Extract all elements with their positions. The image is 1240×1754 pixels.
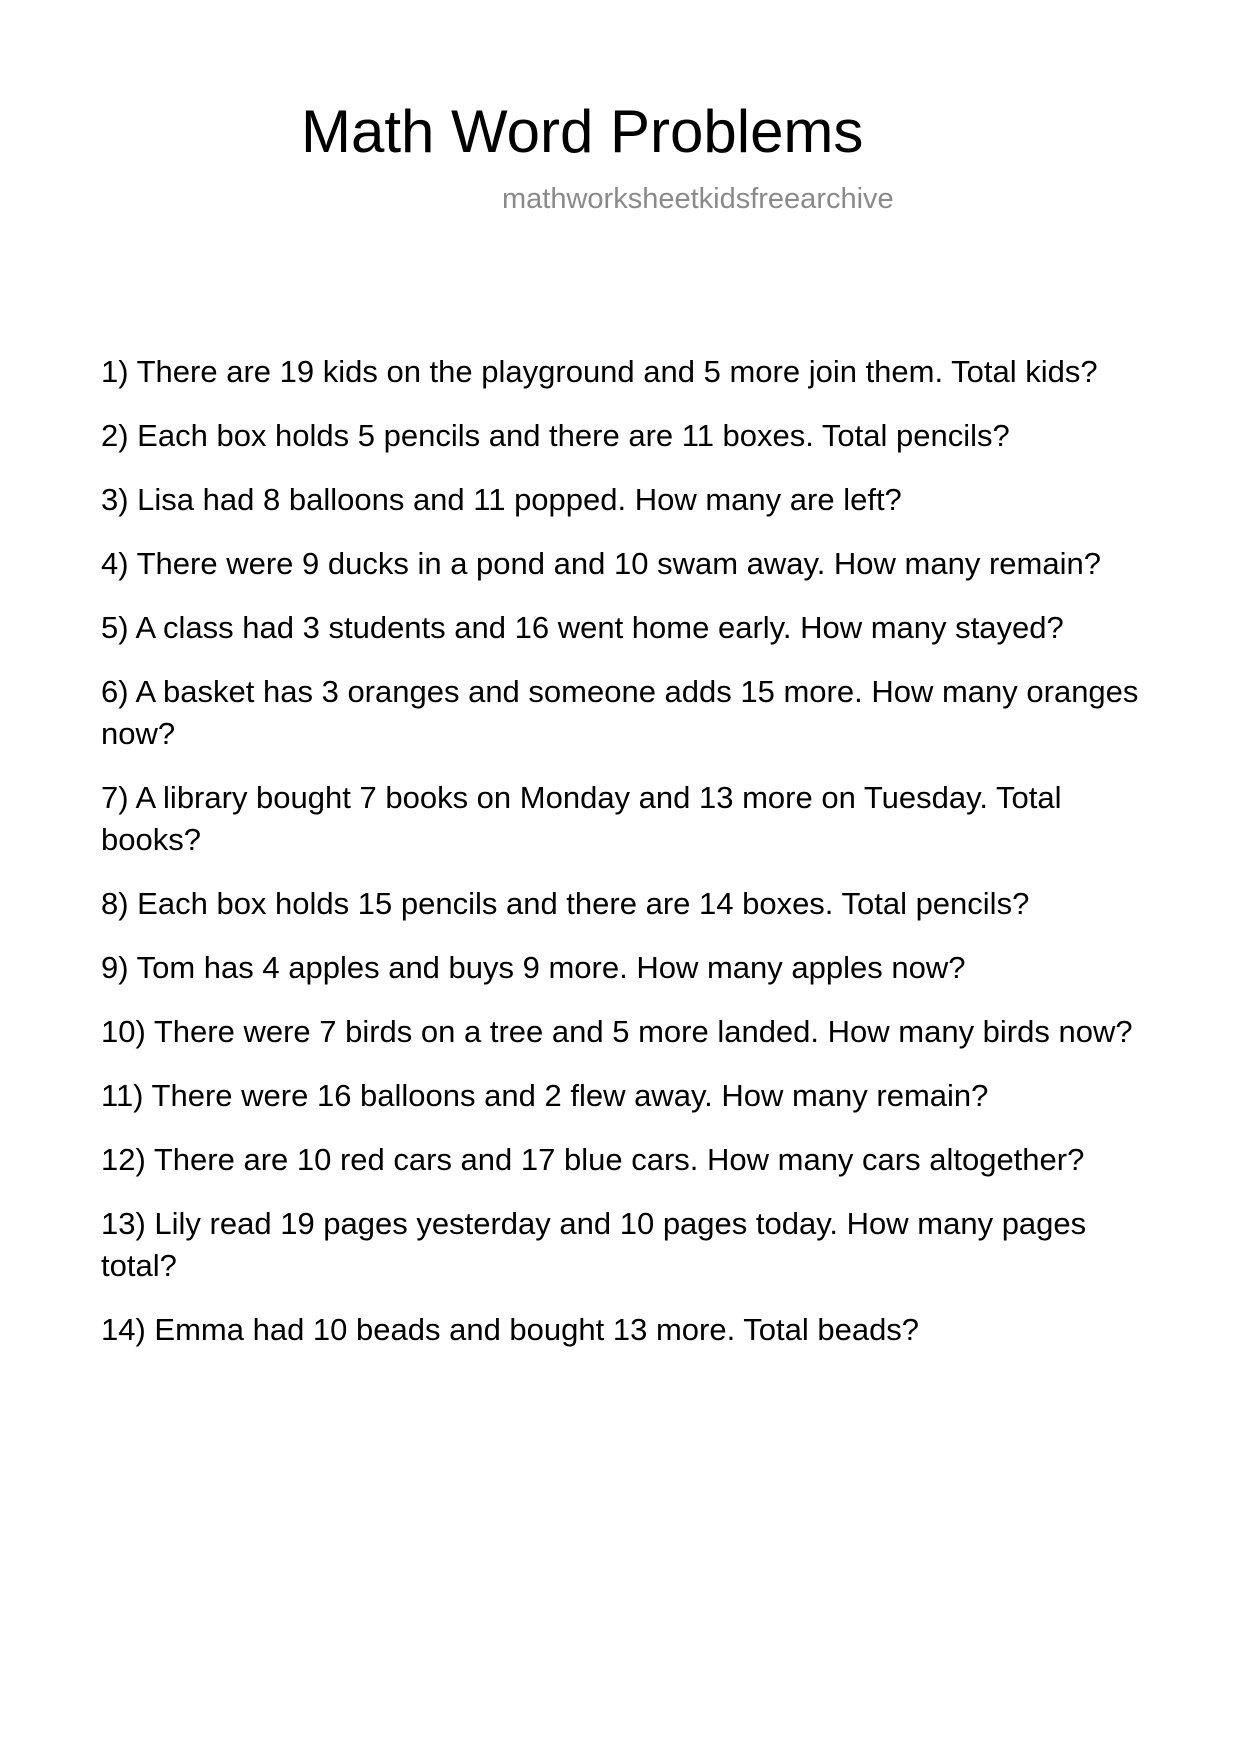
problem-14: 14) Emma had 10 beads and bought 13 more. Total beads? [101, 1312, 920, 1347]
problem-1: 1) There are 19 kids on the playground and 5 more join them. Total kids? [101, 354, 1098, 389]
problem-4: 4) There were 9 ducks in a pond and 10 swam away. How many remain? [101, 546, 1101, 581]
page-title: Math Word Problems [301, 98, 864, 165]
problem-3: 3) Lisa had 8 balloons and 11 popped. How many are left? [101, 482, 902, 517]
problem-9: 9) Tom has 4 apples and buys 9 more. How many apples now? [101, 950, 966, 985]
problem-list [101, 351, 1156, 1373]
problem-2: 2) Each box holds 5 pencils and there are 11 boxes. Total pencils? [101, 418, 1010, 453]
problem-5: 5) A class had 3 students and 16 went home early. How many stayed? [101, 610, 1064, 645]
problem-6: 6) A basket has 3 oranges and someone adds 15 more. How many oranges now? [101, 674, 1139, 751]
problem-11: 11) There were 16 balloons and 2 flew away. How many remain? [101, 1078, 989, 1113]
problem-13: 13) Lily read 19 pages yesterday and 10 pages today. How many pages total? [101, 1206, 1087, 1283]
problem-7: 7) A library bought 7 books on Monday and 13 more on Tuesday. Total books? [101, 780, 1062, 857]
problem-8: 8) Each box holds 15 pencils and there are 14 boxes. Total pencils? [101, 886, 1030, 921]
source-subtitle: mathworksheetkidsfreearchive [502, 183, 894, 215]
problem-12: 12) There are 10 red cars and 17 blue cars. How many cars altogether? [101, 1142, 1085, 1177]
problem-10: 10) There were 7 birds on a tree and 5 more landed. How many birds now? [101, 1014, 1133, 1049]
